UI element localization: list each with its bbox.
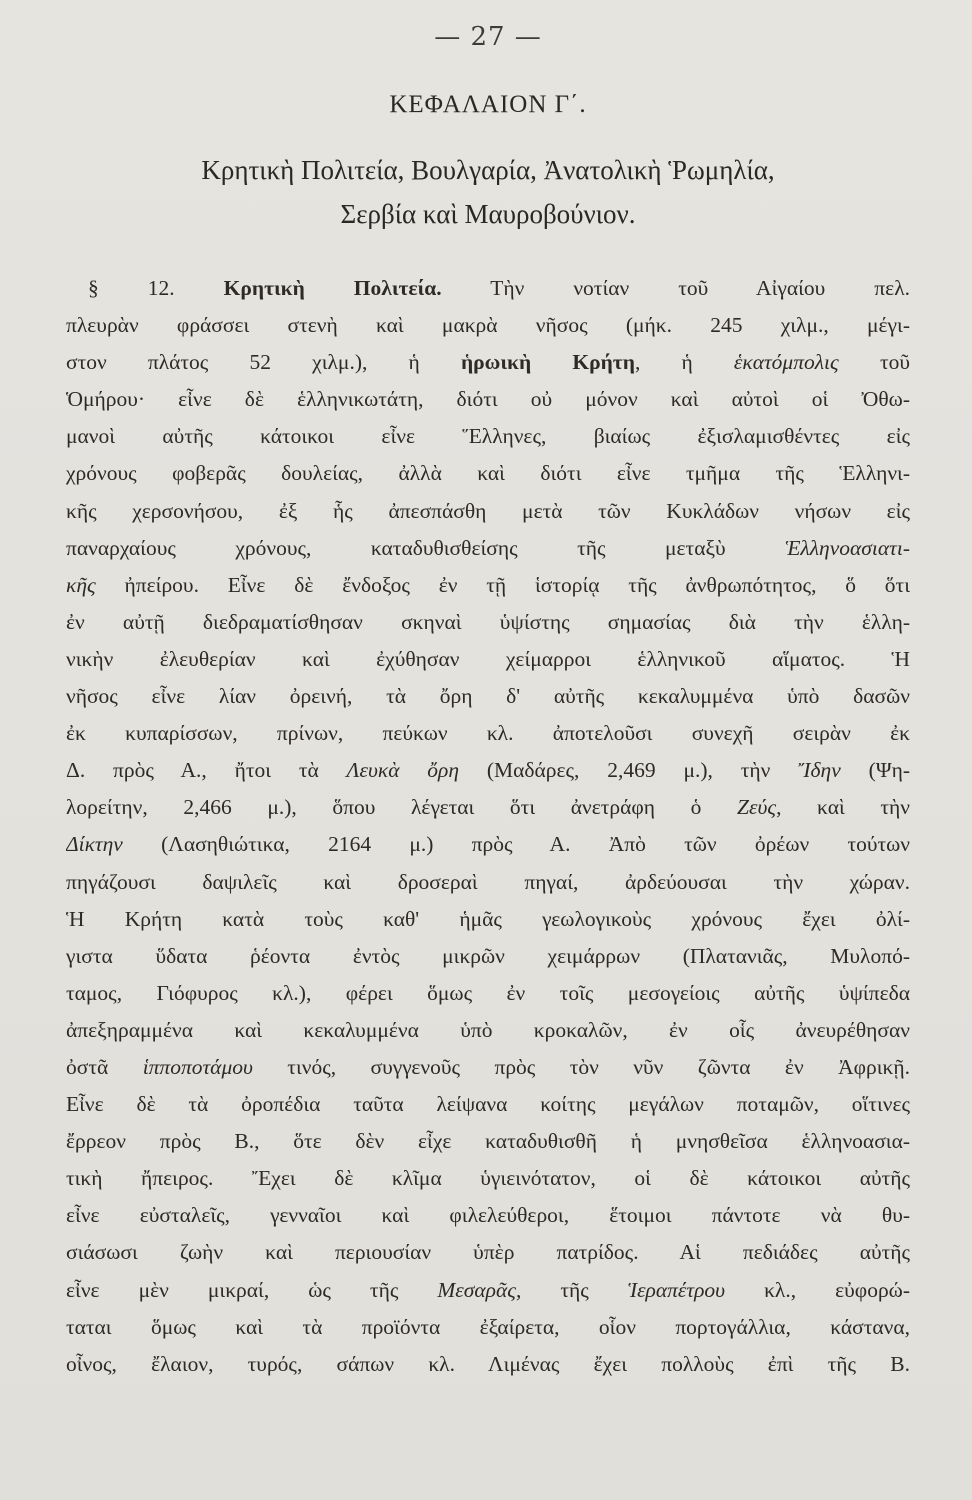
chapter-heading: ΚΕΦΑΛΑΙΟΝ Γ΄. xyxy=(389,91,587,118)
text-line xyxy=(66,1309,910,1346)
text-segment: εἶνε εὐσταλεῖς, γενναῖοι καὶ φιλελεύθεροι, ἕτοιμοι πάντοτε νὰ θυ- xyxy=(66,1203,910,1228)
text-segment: , ἡ xyxy=(634,350,734,375)
italic-term: Ἱεραπέτρου xyxy=(627,1277,726,1302)
text-line xyxy=(66,307,910,344)
text-segment: νικὴν ἐλευθερίαν καὶ ἐχύθησαν χείμαρροι ἑλληνικοῦ αἵματος. Ἡ xyxy=(66,646,910,671)
text-line xyxy=(66,1160,910,1197)
text-segment: γιστα ὕδατα ῥέοντα ἐντὸς μικρῶν χειμάρρων (Πλατανιᾶς, Μυλοπό- xyxy=(66,943,910,968)
text-segment: Δ. πρὸς Α., ἤτοι τὰ xyxy=(66,758,347,783)
text-line xyxy=(66,1234,910,1271)
italic-term: ἱπποποτάμου xyxy=(142,1054,253,1079)
text-line xyxy=(66,567,910,604)
text-segment: κῆς χερσονήσου, ἐξ ἧς ἀπεσπάσθη μετὰ τῶν Κυκλάδων νήσων εἰς xyxy=(66,498,910,523)
text-segment: Τὴν νοτίαν τοῦ Αἰγαίου πελ. xyxy=(441,276,910,300)
text-segment: ὀστᾶ xyxy=(66,1054,143,1079)
text-segment: ταμος, Γιόφυρος κλ.), φέρει ὅμως ἐν τοῖς μεσογείοις αὐτῆς ὑψίπεδα xyxy=(66,980,910,1005)
italic-term: ἑκατόμπολις xyxy=(733,350,839,375)
text-segment: (Ψη- xyxy=(840,758,910,783)
text-line xyxy=(66,1346,910,1383)
text-segment: Ἡ Κρήτη κατὰ τοὺς καθ' ἡμᾶς γεωλογικοὺς χρόνους ἔχει ὀλί- xyxy=(66,906,910,931)
text-segment: λορείτην, 2,466 μ.), ὅπου λέγεται ὅτι ἀνετράφη ὁ xyxy=(66,795,738,820)
text-segment: ταται ὅμως καὶ τὰ προϊόντα ἐξαίρετα, οἷον πορτογάλλια, κάστανα, xyxy=(66,1314,910,1339)
text-line xyxy=(66,641,910,678)
italic-term: Δίκτην xyxy=(66,832,123,857)
text-line xyxy=(66,789,910,826)
text-line xyxy=(66,864,910,901)
text-segment: πλευρὰν φράσσει στενὴ καὶ μακρὰ νῆσος (μήκ. 245 χιλμ., μέγι- xyxy=(66,313,910,338)
text-line xyxy=(66,381,910,418)
text-segment: Ὁμήρου· εἶνε δὲ ἑλληνικωτάτη, διότι οὐ μόνον καὶ αὐτοὶ οἱ Ὀθω- xyxy=(66,387,910,412)
text-segment: ἔρρεον πρὸς Β., ὅτε δὲν εἶχε καταδυθισθῆ ἡ μνησθεῖσα ἑλληνοασια- xyxy=(66,1129,910,1154)
bold-term: ἡρωικὴ Κρήτη xyxy=(460,350,635,375)
text-line xyxy=(66,752,910,789)
subtitle-line-2: Σερβία καὶ Μαυροβούνιον. xyxy=(340,199,636,229)
text-segment: χρόνους φοβερᾶς δουλείας, ἀλλὰ καὶ διότι εἶνε τμῆμα τῆς Ἑλληνι- xyxy=(66,461,910,486)
text-segment: , τῆς xyxy=(515,1277,628,1302)
text-segment: σιάσωσι ζωὴν καὶ περιουσίαν ὑπὲρ πατρίδος. Αἱ πεδιάδες αὐτῆς xyxy=(66,1240,910,1265)
text-segment: οἶνος, ἔλαιον, τυρός, σάπων κλ. Λιμένας ἔχει πολλοὺς ἐπὶ τῆς Β. xyxy=(66,1351,910,1376)
text-segment: , καὶ τὴν xyxy=(776,795,910,820)
text-line xyxy=(66,1123,910,1160)
text-segment: εἶνε μὲν μικραί, ὡς τῆς xyxy=(66,1277,438,1302)
text-segment: ἐν αὐτῇ διεδραματίσθησαν σκηναὶ ὑψίστης σημασίας διὰ τὴν ἑλλη- xyxy=(66,609,910,634)
subtitle-line-1: Κρητικὴ Πολιτεία, Βουλγαρία, Ἀνατολικὴ Ῥωμηλία, xyxy=(201,155,775,185)
text-line xyxy=(66,1086,910,1123)
text-segment: ἠπείρου. Εἶνε δὲ ἔνδοξος ἐν τῇ ἱστορίᾳ τῆς ἀνθρωπότητος, ὅ ὅτι xyxy=(95,572,910,597)
text-line xyxy=(66,938,910,975)
text-line xyxy=(66,975,910,1012)
text-line xyxy=(66,1012,910,1049)
text-line xyxy=(66,1197,910,1234)
text-segment: στον πλάτος 52 χιλμ.), ἡ xyxy=(66,350,461,375)
chapter-subtitle xyxy=(66,148,910,236)
text-segment: (Μαδάρες, 2,469 μ.), τὴν xyxy=(459,758,799,783)
text-segment: πηγάζουσι δαψιλεῖς καὶ δροσεραὶ πηγαί, ἀρδεύουσαι τὴν χώραν. xyxy=(66,869,910,894)
page-number: — 27 — xyxy=(434,22,542,52)
text-segment: Εἶνε δὲ τὰ ὀροπέδια ταῦτα λείψανα κοίτης μεγάλων ποταμῶν, οἵτινες xyxy=(66,1092,910,1117)
text-segment: κλ., εὐφορώ- xyxy=(725,1277,910,1302)
section-body-text xyxy=(66,270,910,1383)
text-line xyxy=(66,715,910,752)
italic-term: Ζεύς xyxy=(737,795,777,820)
text-segment: τινός, συγγενοῦς πρὸς τὸν νῦν ζῶντα ἐν Ἀφρικῇ. xyxy=(252,1054,910,1079)
text-line xyxy=(66,493,910,530)
text-line xyxy=(66,678,910,715)
text-line xyxy=(66,1049,910,1086)
text-line xyxy=(66,826,910,863)
text-line xyxy=(66,344,910,381)
italic-term: Μεσαρᾶς xyxy=(437,1277,516,1302)
italic-term: Ἑλληνοασιατι- xyxy=(785,535,910,560)
text-segment: τικὴ ἤπειρος. Ἔχει δὲ κλῖμα ὑγιεινότατον, οἱ δὲ κάτοικοι αὐτῆς xyxy=(66,1166,910,1191)
text-line xyxy=(66,455,910,492)
text-segment: ἐκ κυπαρίσσων, πρίνων, πεύκων κλ. ἀποτελοῦσι συνεχῆ σειρὰν ἐκ xyxy=(66,721,910,746)
text-line xyxy=(66,270,910,307)
bold-term: Κρητικὴ Πολιτεία. xyxy=(223,276,442,300)
text-segment: μανοὶ αὐτῆς κάτοικοι εἶνε Ἕλληνες, βιαίως ἐξισλαμισθέντες εἰς xyxy=(66,424,910,449)
text-segment: νῆσος εἶνε λίαν ὀρεινή, τὰ ὄρη δ' αὐτῆς κεκαλυμμένα ὑπὸ δασῶν xyxy=(66,684,910,709)
text-line xyxy=(66,530,910,567)
text-segment: ἀπεξηραμμένα καὶ κεκαλυμμένα ὑπὸ κροκαλῶν, ἐν οἷς ἀνευρέθησαν xyxy=(66,1017,910,1042)
text-line xyxy=(66,604,910,641)
text-line xyxy=(66,901,910,938)
italic-term: Λευκὰ ὄρη xyxy=(346,758,460,783)
text-segment: § 12. xyxy=(88,276,224,300)
italic-term: Ἴδην xyxy=(798,758,841,783)
text-segment: τοῦ xyxy=(838,350,910,375)
text-segment: (Λασηθιώτικα, 2164 μ.) πρὸς Α. Ἀπὸ τῶν ὀρέων τούτων xyxy=(122,832,910,857)
text-line xyxy=(66,418,910,455)
text-segment: παναρχαίους χρόνους, καταδυθισθείσης τῆς μεταξὺ xyxy=(66,535,786,560)
text-line xyxy=(66,1272,910,1309)
italic-term: κῆς xyxy=(66,572,96,597)
